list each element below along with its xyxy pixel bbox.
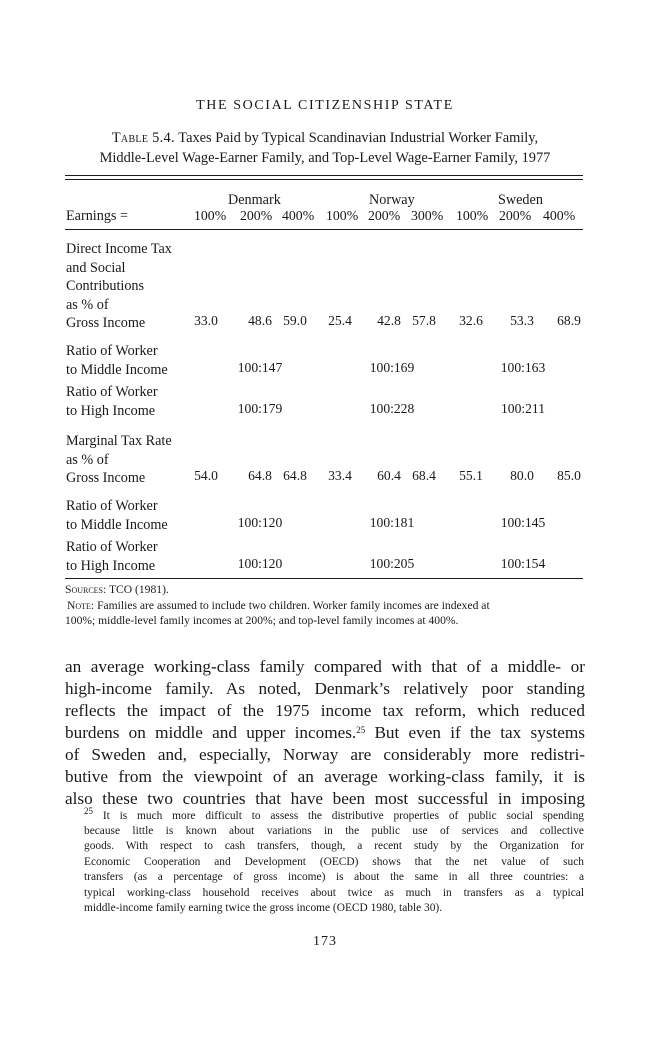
subheader-cell: 300%	[411, 208, 444, 223]
table-cell: 100:205	[369, 556, 415, 571]
table-cell: 100:169	[369, 360, 415, 375]
table-cell: 54.0	[194, 468, 218, 483]
footnote	[84, 806, 584, 824]
table-bottom-rule	[65, 578, 583, 579]
footnote-line: transfers (as a percentage of gross income) is about the same in all three countries: a	[84, 871, 584, 884]
table-cell: 100:154	[500, 556, 546, 571]
table-cell: 64.8	[248, 468, 272, 483]
table-cell: 85.0	[557, 468, 581, 483]
table-cell: 100:120	[237, 556, 283, 571]
body-line: also these two countries that have been most successful in imposing	[65, 789, 585, 808]
table-cell: 68.9	[557, 313, 581, 328]
table-caption-label: Table 5.4.	[111, 130, 175, 146]
body-line: an average working-class family compared with that of a middle- or	[65, 657, 585, 676]
footnote-line: typical working-class household receives about twice as much in transfers as a typical	[84, 886, 584, 899]
body-line: burdens on middle and upper incomes.$^{25}$ But even if the tax systems	[65, 723, 585, 742]
table-cell: 64.8	[283, 468, 307, 483]
table-cell: 100:120	[237, 515, 283, 530]
footnote-marker: 25	[84, 806, 93, 816]
table-cell: 60.4	[377, 468, 401, 483]
body-line: butive from the viewpoint of an average working-class family, it is	[65, 767, 585, 786]
table-cell: 25.4	[328, 313, 352, 328]
footnote-line: because little is known about variations in the public use of services and collective	[84, 825, 584, 837]
table-cell: 100:163	[500, 360, 546, 375]
row-label-ratio-middle: Ratio of Worker to Middle Income	[66, 498, 168, 533]
body-paragraph	[65, 656, 585, 810]
table-cell: 42.8	[377, 313, 401, 328]
table-cell: 100:228	[369, 401, 415, 416]
footnote-line: Economic Cooperation and Development (OECD) shows that the net value of such	[84, 855, 584, 868]
table-caption-line-2: Middle-Level Wage-Earner Family, and Top-Level Wage-Earner Family, 1977	[99, 150, 551, 166]
table-cell: 100:147	[237, 360, 283, 375]
table-cell: 53.3	[510, 313, 534, 328]
footnote-line: goods. With respect to cash transfers, though, a recent study by the Organization for	[84, 840, 584, 853]
earnings-label: Earnings =	[66, 208, 128, 224]
row-label-marginal-tax-rate: Marginal Tax Rate as % of Gross Income	[66, 433, 172, 487]
subheader-cell: 100%	[456, 208, 489, 223]
row-label-ratio-middle: Ratio of Worker to Middle Income	[66, 343, 168, 378]
note-label: Note:	[67, 599, 95, 612]
table-cell: 32.6	[459, 313, 483, 328]
table-cell: 80.0	[510, 468, 534, 483]
table-top-rule-2	[65, 179, 583, 180]
row-label-ratio-high: Ratio of Worker to High Income	[66, 384, 158, 419]
table-cell: 55.1	[459, 468, 483, 483]
table-cell: 100:145	[500, 515, 546, 530]
sources-label: Sources:	[65, 583, 107, 596]
row-label-direct-income-tax: Direct Income Tax and Social Contributions as % of Gross Income	[66, 241, 172, 332]
table-cell: 33.4	[328, 468, 352, 483]
body-line: reflects the impact of the 1975 income tax reform, which reduced	[65, 701, 585, 720]
table-cell: 68.4	[412, 468, 436, 483]
subheader-cell: 100%	[326, 208, 359, 223]
page-number: 173	[313, 934, 337, 949]
footnote-continued	[84, 824, 584, 916]
table-top-rule	[65, 175, 583, 176]
table-cell: 33.0	[194, 313, 218, 328]
table-cell: 48.6	[248, 313, 272, 328]
table-caption	[64, 128, 586, 168]
body-line: high-income family. As noted, Denmark’s relatively poor standing	[65, 679, 585, 698]
subheader-cell: 400%	[282, 208, 315, 223]
footnote-line: $^{25}$ It is much more difficult to assess the distributive properties of public social spending	[84, 806, 584, 822]
footnote-line: middle-income family earning twice the gross income (OECD 1980, table 30).	[84, 902, 443, 915]
table-cell: 100:211	[500, 401, 546, 416]
table-caption-line-1: Table 5.4. Taxes Paid by Typical Scandinavian Industrial Worker Family,	[111, 130, 539, 146]
subheader-cell: 100%	[194, 208, 227, 223]
subheader-cell: 200%	[240, 208, 273, 223]
footnote-marker: 25	[356, 725, 366, 735]
running-head: THE SOCIAL CITIZENSHIP STATE	[196, 98, 454, 113]
country-header-norway: Norway	[369, 192, 415, 208]
subheader-cell: 200%	[368, 208, 401, 223]
table-cell: 100:179	[237, 401, 283, 416]
table-cell: 57.8	[412, 313, 436, 328]
table-header-rule	[65, 229, 583, 230]
row-label-ratio-high: Ratio of Worker to High Income	[66, 539, 158, 574]
subheader-cell: 200%	[499, 208, 532, 223]
table-cell: 59.0	[283, 313, 307, 328]
country-header-sweden: Sweden	[498, 192, 543, 208]
table-note: Note: Families are assumed to include two children. Worker family incomes are indexed at 100%; middle-level family incomes at 200%; and top-level family incomes at 400%.	[65, 599, 490, 627]
subheader-cell: 400%	[543, 208, 576, 223]
body-line: of Sweden and, especially, Norway are considerably more redistri-	[65, 745, 585, 764]
country-header-denmark: Denmark	[228, 192, 281, 208]
table-cell: 100:181	[369, 515, 415, 530]
table-sources: Sources: TCO (1981).	[65, 583, 169, 596]
